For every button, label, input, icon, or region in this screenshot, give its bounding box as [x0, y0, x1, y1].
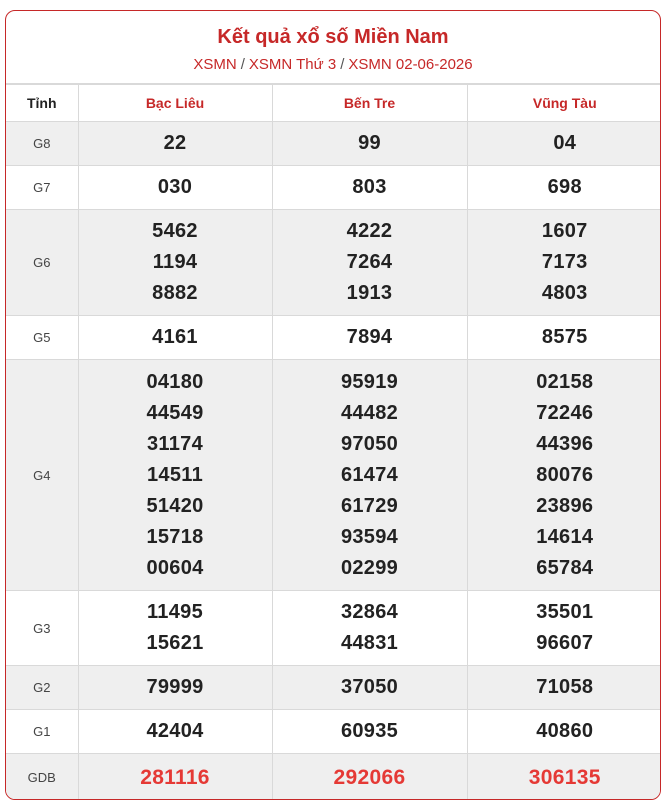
prize-number: 11495 [146, 601, 203, 623]
prize-number: 23896 [536, 494, 594, 517]
prize-label: G3 [6, 591, 78, 666]
prize-number: 93594 [340, 525, 399, 548]
prize-cell [78, 316, 272, 360]
prize-number: 14511 [146, 463, 203, 486]
special-prize-number: 306135 [528, 765, 601, 789]
prize-number: 37050 [340, 676, 399, 698]
prize-cell [78, 710, 272, 754]
prize-number: 71058 [536, 676, 594, 698]
prize-cell [78, 122, 272, 166]
breadcrumb-link-date[interactable]: XSMN 02-06-2026 [348, 56, 473, 73]
prize-number: 80076 [536, 463, 594, 486]
prize-cell [78, 666, 272, 710]
prize-number: 99 [358, 132, 381, 154]
prize-number: 95919 [340, 370, 399, 393]
table-row [6, 591, 661, 666]
prize-number: 35501 [536, 601, 594, 623]
table-row [6, 210, 661, 316]
table-row [6, 360, 661, 591]
breadcrumb-link-xsmn[interactable]: XSMN [193, 56, 237, 73]
prize-number: 40860 [536, 720, 594, 742]
prize-label: G1 [6, 710, 78, 754]
results-table [6, 84, 661, 800]
breadcrumb-separator: / [340, 56, 345, 73]
prize-label: GDB [6, 754, 78, 801]
table-row [6, 666, 661, 710]
prize-number: 02299 [340, 556, 399, 579]
prize-cell [467, 754, 661, 801]
column-header-province[interactable]: Bến Tre [272, 85, 467, 122]
special-prize-number: 292066 [333, 765, 406, 789]
table-row [6, 166, 661, 210]
prize-number: 44831 [340, 632, 399, 654]
prize-number: 00604 [146, 556, 204, 579]
prize-number: 31174 [146, 432, 203, 455]
prize-cell [467, 360, 661, 591]
prize-label: G7 [6, 166, 78, 210]
prize-label: G8 [6, 122, 78, 166]
prize-number: 04180 [146, 370, 204, 393]
prize-cell [78, 754, 272, 801]
prize-number: 61729 [340, 494, 399, 517]
prize-number: 65784 [536, 556, 594, 579]
table-row [6, 710, 661, 754]
prize-cell [467, 210, 661, 316]
table-row [6, 754, 661, 801]
column-header-province[interactable]: Bạc Liêu [78, 85, 272, 122]
results-card [5, 10, 661, 800]
prize-number: 44549 [146, 401, 204, 424]
page-title: Kết quả xổ số Miền Nam [217, 26, 449, 48]
breadcrumb-separator: / [240, 56, 245, 73]
prize-number: 4161 [152, 326, 198, 348]
column-header-province[interactable]: Vũng Tàu [467, 85, 661, 122]
prize-number: 15621 [146, 632, 204, 654]
prize-number: 60935 [340, 720, 399, 742]
prize-number: 4222 [346, 220, 393, 242]
prize-cell [272, 360, 467, 591]
prize-cell [272, 666, 467, 710]
prize-number: 8575 [541, 326, 588, 348]
prize-number: 1607 [541, 220, 588, 242]
prize-cell [467, 710, 661, 754]
prize-label: G6 [6, 210, 78, 316]
prize-cell [467, 316, 661, 360]
table-header-row [6, 85, 661, 122]
breadcrumb-link-weekday[interactable]: XSMN Thứ 3 [248, 56, 337, 73]
prize-cell [272, 316, 467, 360]
prize-cell [467, 666, 661, 710]
prize-label: G5 [6, 316, 78, 360]
prize-cell [78, 591, 272, 666]
results-header [6, 11, 660, 84]
prize-number: 61474 [340, 463, 399, 486]
breadcrumb [6, 56, 660, 74]
prize-number: 5462 [152, 220, 198, 242]
prize-number: 97050 [340, 432, 399, 455]
prize-number: 44482 [340, 401, 399, 424]
prize-cell [272, 166, 467, 210]
prize-number: 44396 [536, 432, 594, 455]
prize-cell [78, 210, 272, 316]
prize-number: 7173 [541, 251, 588, 273]
prize-cell [272, 122, 467, 166]
prize-cell [78, 360, 272, 591]
prize-number: 1194 [152, 251, 198, 273]
table-row [6, 122, 661, 166]
prize-number: 42404 [146, 720, 204, 742]
prize-label: G4 [6, 360, 78, 591]
prize-number: 8882 [152, 282, 198, 304]
prize-number: 7894 [346, 326, 393, 348]
results-table-body [6, 122, 661, 801]
prize-number: 030 [157, 176, 193, 198]
prize-number: 04 [553, 132, 577, 154]
prize-number: 79999 [146, 676, 204, 698]
prize-number: 22 [163, 132, 187, 154]
prize-cell [272, 754, 467, 801]
prize-number: 698 [547, 176, 582, 198]
prize-number: 7264 [346, 251, 393, 273]
prize-cell [467, 591, 661, 666]
prize-number: 803 [352, 176, 387, 198]
prize-cell [272, 210, 467, 316]
prize-cell [78, 166, 272, 210]
prize-number: 51420 [146, 494, 204, 517]
prize-number: 72246 [536, 401, 594, 424]
prize-number: 32864 [340, 601, 399, 623]
prize-cell [467, 122, 661, 166]
column-header-province-label: Tỉnh [6, 85, 78, 122]
special-prize-number: 281116 [140, 765, 210, 789]
table-row [6, 316, 661, 360]
prize-cell [467, 166, 661, 210]
prize-number: 02158 [536, 370, 594, 393]
prize-label: G2 [6, 666, 78, 710]
prize-number: 4803 [541, 282, 588, 304]
prize-number: 14614 [536, 525, 594, 548]
prize-number: 96607 [536, 632, 594, 654]
prize-number: 1913 [346, 282, 393, 304]
prize-cell [272, 591, 467, 666]
prize-number: 15718 [146, 525, 204, 548]
prize-cell [272, 710, 467, 754]
